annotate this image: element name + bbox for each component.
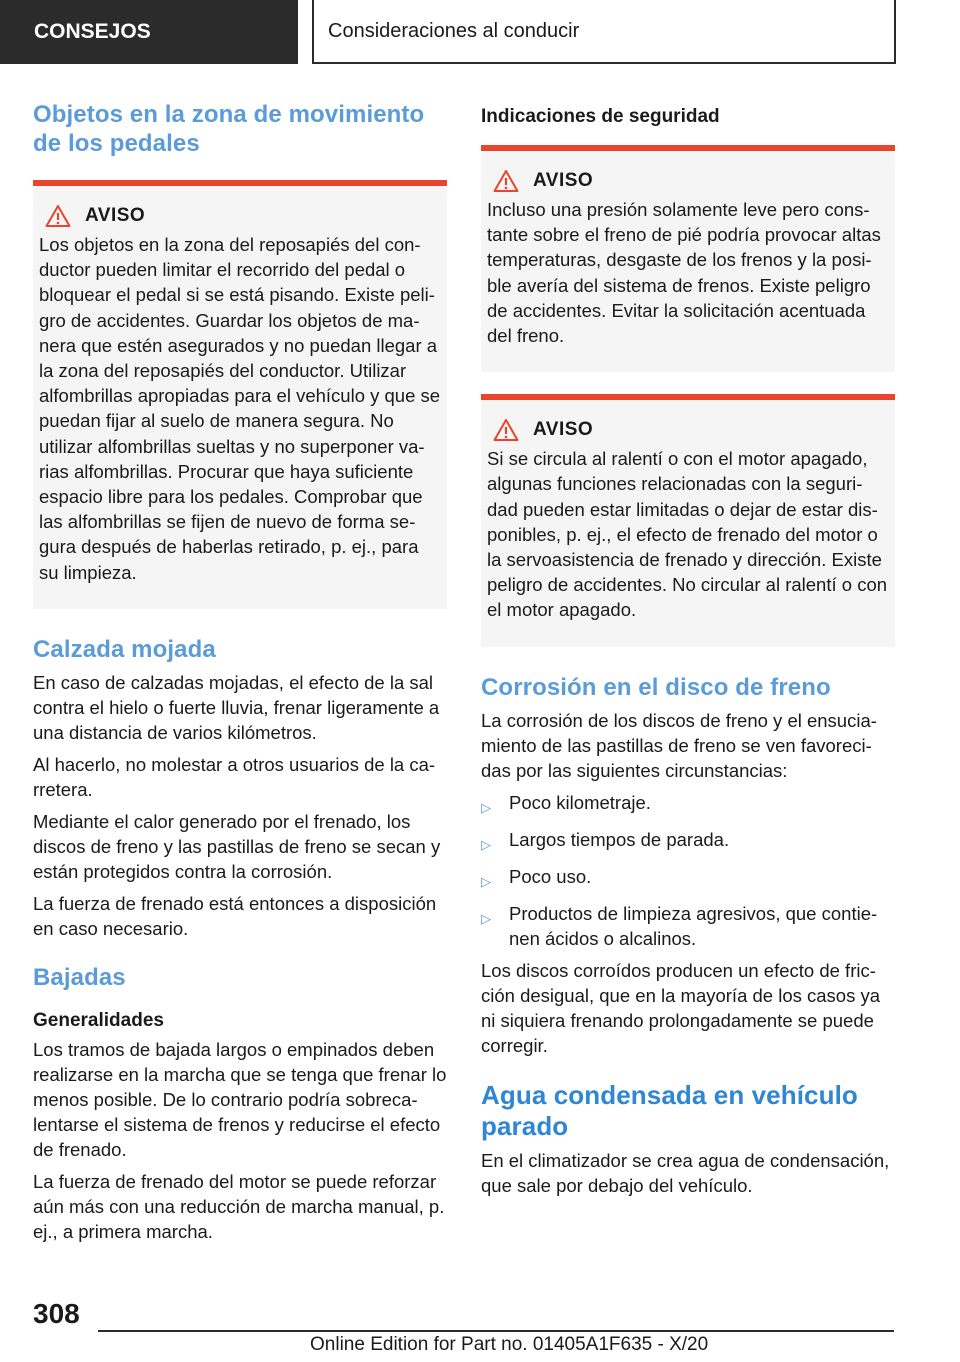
chapter-title: Consideraciones al conducir — [328, 19, 580, 42]
paragraph: La corrosión de los discos de freno y el ensucia-miento de las pastillas de freno se ven favoreci-das por las siguientes circunstancias: — [481, 709, 877, 781]
paragraph: La fuerza de frenado del motor se puede reforzar aún más con una reducción de marcha manual, p. ej., a primera marcha. — [33, 1170, 445, 1242]
triangle-bullet-icon: ▷ — [481, 910, 491, 926]
warning-text: Si se circula al ralentí o con el motor apagado, algunas funciones relacionadas con la seguri-dad pueden estar limitadas o dejar de estar dis-ponibles, p. ej., el efecto de frenado del motor o la servoasistencia de frenado y dirección. Existe peligro de accidentes. No circular al ralentí o con el motor apagado. — [487, 448, 888, 621]
section-tab — [0, 0, 298, 64]
list-item: ▷ Poco kilometraje. — [481, 790, 895, 820]
warning-text: Incluso una presión solamente leve pero cons-tante sobre el freno de pié podría provocar altas temperaturas, desgaste de los frenos y la posi-ble avería del sistema de frenos. Existe peligro de accidentes. Evitar la solicitación acentuada del freno. — [487, 199, 881, 347]
warning-header — [487, 418, 889, 442]
paragraph: Los discos corroídos producen un efecto de fric-ción desigual, que en la mayoría de los casos ya ni siquiera frenando prolongadamente se puede corregir. — [481, 959, 881, 1056]
triangle-bullet-icon: ▷ — [481, 799, 491, 815]
warning-header — [487, 169, 889, 193]
warning-box-idle — [481, 394, 895, 646]
warning-triangle-icon — [493, 169, 519, 193]
heading-brake-corrosion: Corrosión en el disco de freno — [481, 673, 831, 701]
paragraph: En caso de calzadas mojadas, el efecto de la sal contra el hielo o fuerte lluvia, frenar ligeramente a una distancia de varios kilómetros. — [33, 671, 440, 743]
warning-title: AVISO — [85, 205, 146, 226]
footer-divider — [98, 1330, 894, 1332]
warning-header — [39, 204, 441, 228]
list-item: ▷ Largos tiempos de parada. — [481, 827, 895, 857]
warning-box-brake-pressure — [481, 145, 895, 372]
triangle-bullet-icon: ▷ — [481, 873, 491, 889]
warning-triangle-icon — [493, 418, 519, 442]
paragraph: En el climatizador se crea agua de condensación, que sale por debajo del vehículo. — [481, 1149, 890, 1196]
warning-text: Los objetos en la zona del reposapiés del con-ductor pueden limitar el recorrido del pedal o bloquear el pedal si se está pisando. Existe peli-gro de accidentes. Guardar los objetos de ma-nera que estén asegurados y no puedan llegar a la zona del reposapiés del conductor. Utilizar alfombrillas apropiadas para el vehículo y que se puedan fijar al suelo de manera segura. No utilizar alfombrillas sueltas y no superponer va-rias alfombrillas. Procurar que haya suficiente espacio libre para los pedales. Comprobar que las alfombrillas se fijen de nuevo de forma se-gura después de haberlas retirado, p. ej., para su limpieza. — [39, 234, 441, 583]
warning-box-pedals — [33, 180, 447, 609]
heading-descents: Bajadas — [33, 963, 126, 991]
warning-triangle-icon — [45, 204, 71, 228]
subheading-general: Generalidades — [33, 1009, 164, 1031]
heading-wet-road: Calzada mojada — [33, 635, 216, 663]
section-title: CONSEJOS — [34, 20, 151, 43]
paragraph: Mediante el calor generado por el frenado, los discos de freno y las pastillas de freno se secan y están protegidos contra la corrosión. — [33, 810, 441, 882]
list-item: ▷ Productos de limpieza agresivos, que contie-nen ácidos o alcalinos. — [481, 902, 878, 949]
paragraph: La fuerza de frenado está entonces a disposición en caso necesario. — [33, 892, 437, 939]
chapter-tab — [312, 0, 896, 64]
page-number: 308 — [33, 1298, 80, 1329]
heading-condensation: Agua condensada en vehículo parado — [481, 1079, 858, 1141]
heading-pedal-objects: Objetos en la zona de movimiento de los pedales — [33, 101, 425, 157]
paragraph: Al hacerlo, no molestar a otros usuarios de la ca-rretera. — [33, 753, 436, 800]
warning-title: AVISO — [533, 170, 594, 191]
triangle-bullet-icon: ▷ — [481, 836, 491, 852]
bullet-list — [481, 790, 895, 951]
paragraph: Los tramos de bajada largos o empinados deben realizarse en la marcha que se tenga que frenar lo menos posible. De lo contrario podría sobreca-lentarse el sistema de frenos y reducirse el efecto de frenado. — [33, 1038, 447, 1160]
right-column — [481, 100, 895, 1205]
subheading-safety: Indicaciones de seguridad — [481, 106, 720, 127]
list-item: ▷ Poco uso. — [481, 864, 895, 894]
footer-edition: Online Edition for Part no. 01405A1F635 - X/20 — [310, 1334, 709, 1355]
left-column — [33, 100, 447, 1251]
warning-title: AVISO — [533, 419, 594, 441]
